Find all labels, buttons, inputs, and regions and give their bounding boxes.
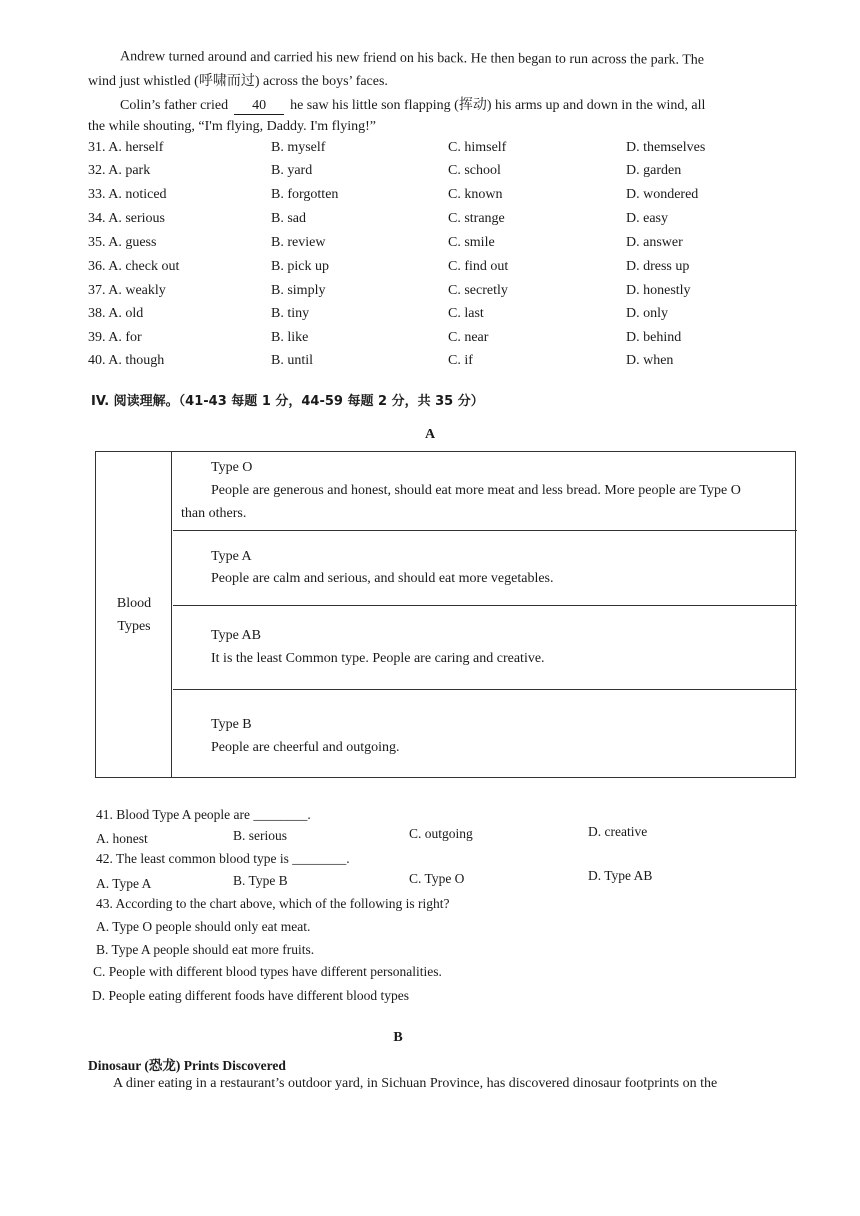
- option-b: B. yard: [271, 163, 313, 178]
- question-43: 43. According to the chart above, which of the following is right?: [96, 896, 450, 911]
- option-c: C. himself: [448, 140, 507, 155]
- option-c: C. school: [448, 163, 501, 178]
- table-row-type-o: [173, 452, 797, 531]
- passage-b-title: Dinosaur (恐龙) Prints Discovered: [88, 1058, 286, 1073]
- option-c: C. smile: [448, 235, 495, 250]
- passage-line-2: wind just whistled (呼啸而过) across the boys’ faces.: [88, 74, 388, 89]
- row-desc: It is the least Common type. People are caring and creative.: [211, 651, 545, 666]
- option-d: D. answer: [626, 235, 683, 250]
- cloze-option-row: [88, 330, 788, 353]
- option-a: 38. A. old: [88, 306, 144, 321]
- option-b: B. pick up: [271, 259, 329, 274]
- option-c: C. last: [448, 306, 484, 321]
- part-a-label: A: [424, 427, 436, 442]
- cloze-option-row: [88, 235, 788, 258]
- section-heading: IV. 阅读理解。（41-43 每题 1 分，44-59 每题 2 分，共 35 分）: [91, 394, 484, 409]
- q42-option-a: A. Type A: [96, 876, 152, 891]
- cloze-option-row: [88, 163, 788, 186]
- q43-option-c: C. People with different blood types have different personalities.: [93, 964, 442, 979]
- option-d: D. wondered: [626, 187, 699, 202]
- row-desc-cont: than others.: [181, 506, 247, 521]
- passage-b-line-1: A diner eating in a restaurant’s outdoor yard, in Sichuan Province, has discovered dinosaur footprints on the: [113, 1076, 718, 1091]
- option-b: B. until: [271, 353, 314, 368]
- q43-option-d: D. People eating different foods have different blood types: [92, 988, 410, 1003]
- table-row-type-b: [173, 690, 797, 777]
- cloze-option-row: [88, 187, 788, 210]
- q42-option-c: C. Type O: [409, 871, 465, 886]
- option-a: 31. A. herself: [88, 140, 164, 155]
- q41-option-a: A. honest: [96, 831, 148, 846]
- option-a: 33. A. noticed: [88, 187, 167, 202]
- option-b: B. forgotten: [271, 187, 339, 202]
- option-d: D. garden: [626, 163, 682, 178]
- row-desc: People are cheerful and outgoing.: [211, 740, 400, 755]
- q43-option-b: B. Type A people should eat more fruits.: [96, 942, 315, 957]
- blank-40: 40: [234, 98, 284, 115]
- table-left-column: [96, 452, 172, 777]
- cloze-option-row: [88, 259, 788, 282]
- table-row-type-a: [173, 531, 797, 606]
- cloze-option-row: [88, 283, 788, 306]
- blood-label: Blood: [116, 596, 152, 611]
- passage-line-3-start: Colin’s father cried: [120, 98, 229, 113]
- row-desc: People are generous and honest, should eat more meat and less bread. More people are Type O: [211, 483, 741, 498]
- passage-line-3-end: he saw his little son flapping (挥动) his arms up and down in the wind, all: [290, 98, 706, 113]
- option-c: C. secretly: [448, 283, 508, 298]
- part-b-label: B: [393, 1030, 403, 1045]
- option-d: D. themselves: [626, 140, 706, 155]
- q41-option-d: D. creative: [588, 824, 648, 839]
- option-b: B. tiny: [271, 306, 310, 321]
- option-c: C. if: [448, 353, 473, 368]
- option-d: D. behind: [626, 330, 682, 345]
- option-b: B. review: [271, 235, 326, 250]
- option-a: 40. A. though: [88, 353, 165, 368]
- option-b: B. myself: [271, 140, 326, 155]
- option-b: B. like: [271, 330, 309, 345]
- option-d: D. honestly: [626, 283, 691, 298]
- table-row-type-ab: [173, 606, 797, 690]
- question-41: 41. Blood Type A people are ________.: [96, 807, 311, 822]
- option-d: D. only: [626, 306, 668, 321]
- row-desc: People are calm and serious, and should eat more vegetables.: [211, 571, 554, 586]
- option-d: D. easy: [626, 211, 668, 226]
- option-c: C. find out: [448, 259, 509, 274]
- q42-option-b: B. Type B: [233, 873, 288, 888]
- question-42: 42. The least common blood type is ________.: [96, 851, 350, 866]
- option-a: 32. A. park: [88, 163, 151, 178]
- option-b: B. sad: [271, 211, 306, 226]
- option-b: B. simply: [271, 283, 326, 298]
- option-c: C. known: [448, 187, 503, 202]
- q43-option-a: A. Type O people should only eat meat.: [96, 919, 311, 934]
- option-d: D. dress up: [626, 259, 690, 274]
- cloze-option-row: [88, 140, 788, 163]
- cloze-option-row: [88, 306, 788, 329]
- option-a: 39. A. for: [88, 330, 142, 345]
- option-c: C. near: [448, 330, 489, 345]
- passage-line-1: Andrew turned around and carried his new friend on his back. He then began to run across the park. The: [119, 49, 705, 68]
- cloze-option-row: [88, 211, 788, 234]
- passage-line-4: the while shouting, “I'm flying, Daddy. I'm flying!”: [88, 119, 376, 134]
- row-type: Type O: [211, 460, 253, 475]
- row-type: Type A: [211, 549, 252, 564]
- cloze-option-row: [88, 353, 788, 376]
- option-a: 36. A. check out: [88, 259, 180, 274]
- q41-option-b: B. serious: [233, 828, 287, 843]
- q42-option-d: D. Type AB: [588, 868, 653, 883]
- q41-option-c: C. outgoing: [409, 826, 473, 841]
- option-a: 37. A. weakly: [88, 283, 166, 298]
- row-type: Type B: [211, 717, 252, 732]
- row-type: Type AB: [211, 628, 261, 643]
- option-c: C. strange: [448, 211, 505, 226]
- option-d: D. when: [626, 353, 674, 368]
- blood-type-table: [95, 451, 796, 778]
- option-a: 34. A. serious: [88, 211, 165, 226]
- option-a: 35. A. guess: [88, 235, 157, 250]
- passage-line-3: [120, 95, 705, 117]
- types-label: Types: [117, 619, 151, 634]
